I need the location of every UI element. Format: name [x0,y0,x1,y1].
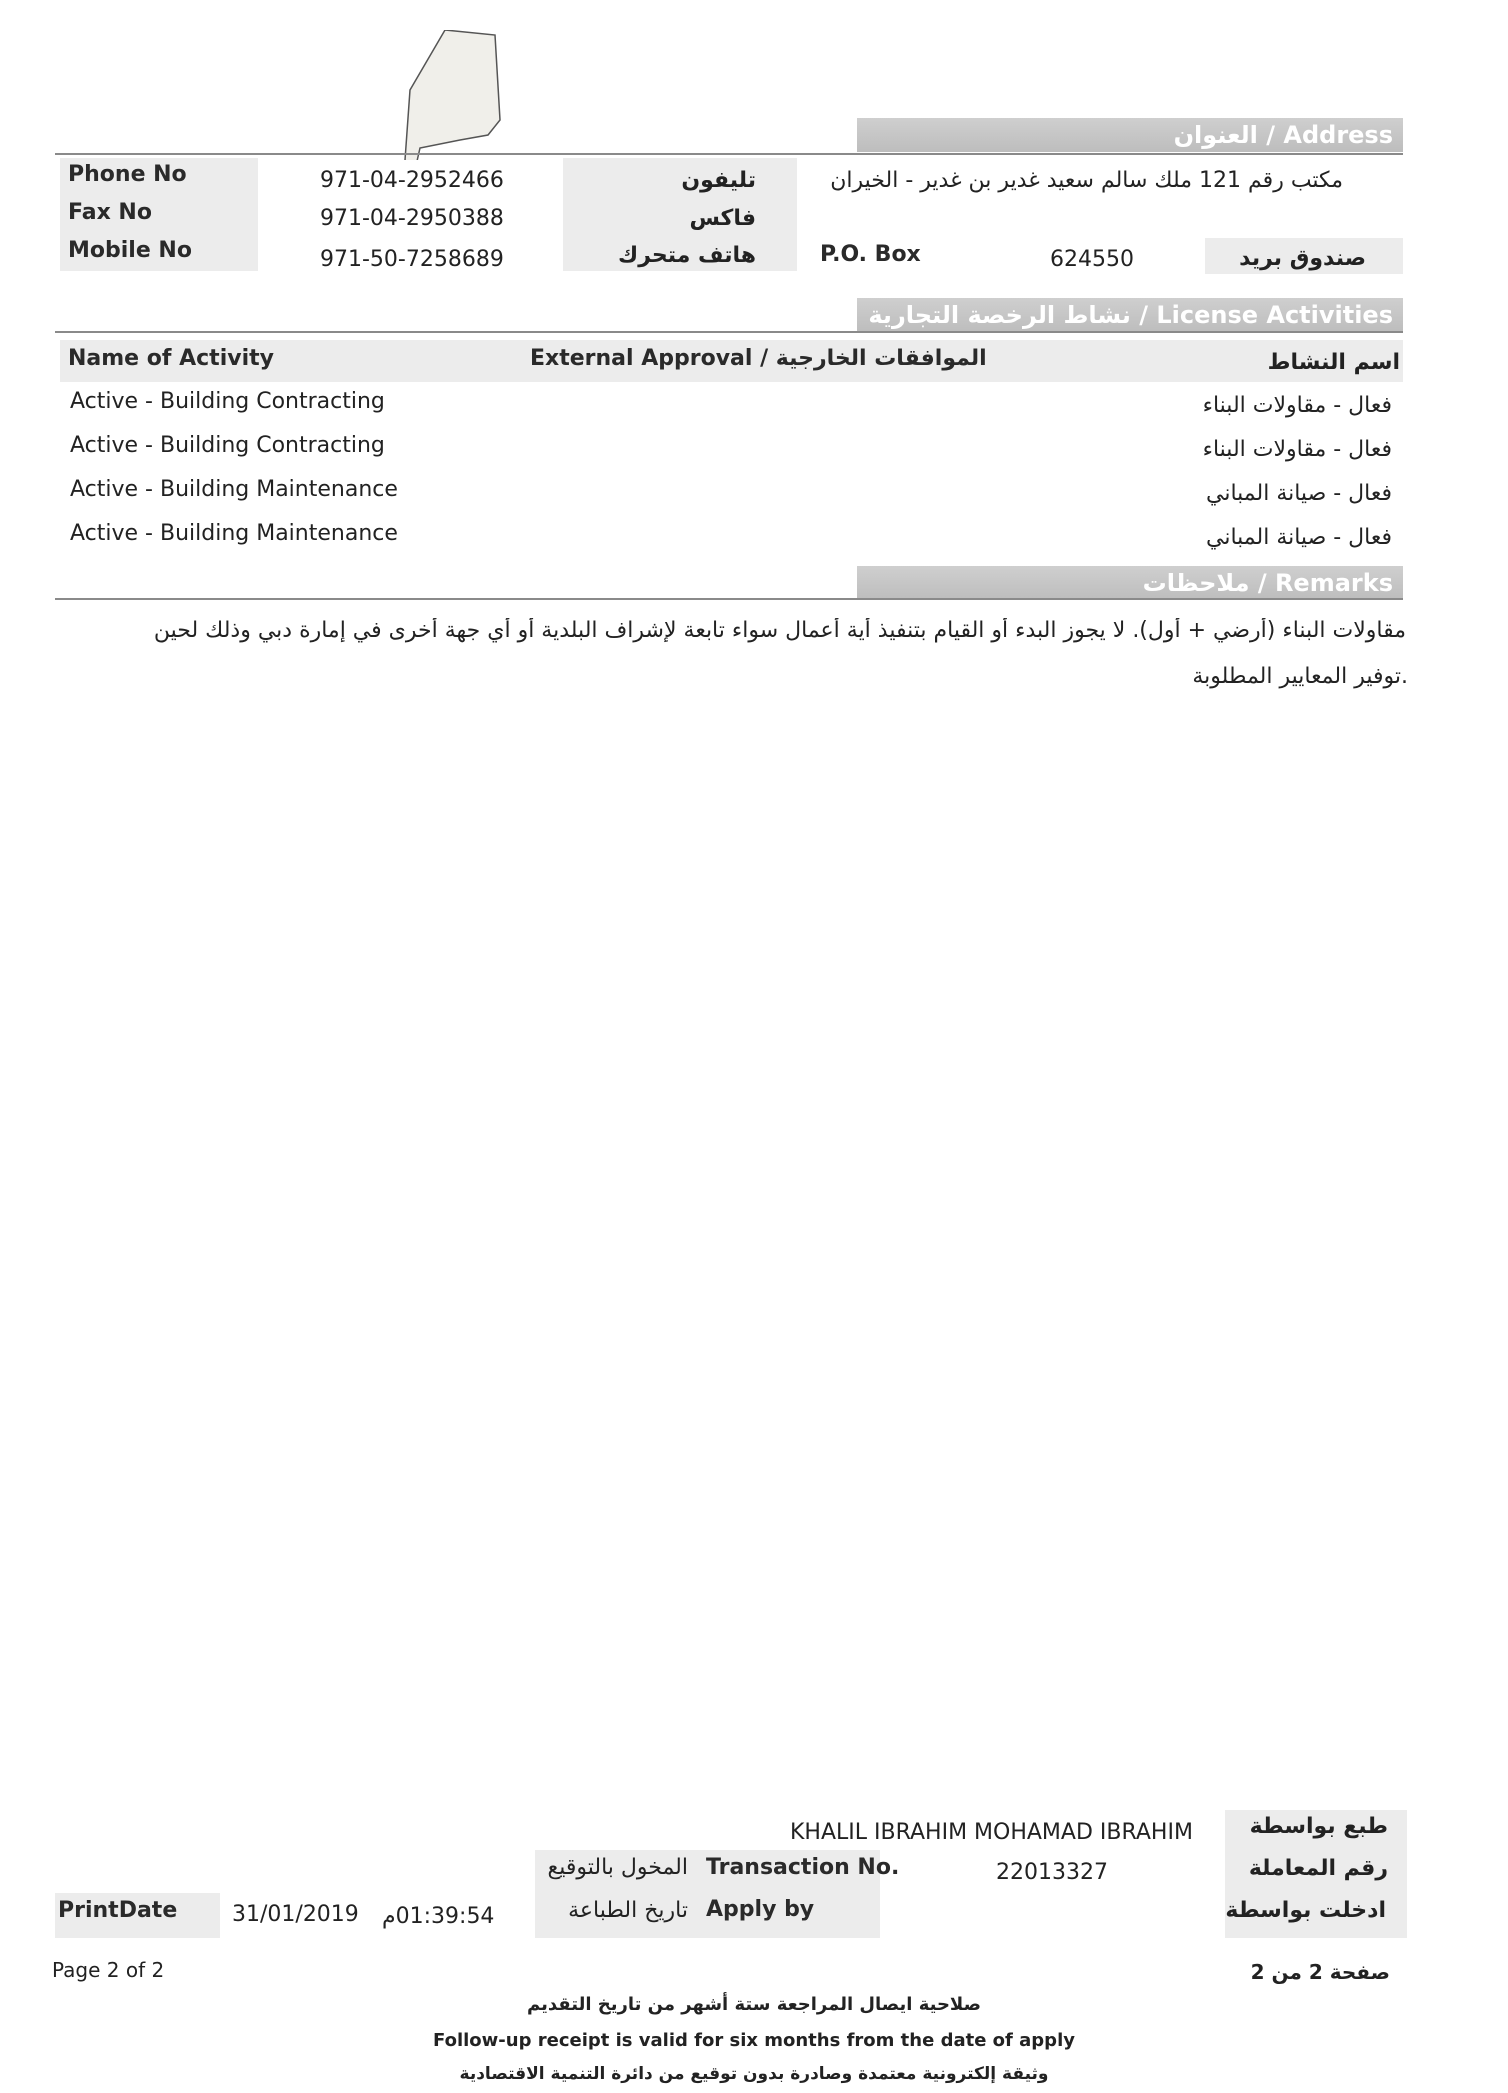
print-time-value: 01:39:54م [382,1904,495,1929]
fax-label: Fax No [68,200,152,225]
printed-by-label-ar: طبع بواسطة [1249,1814,1388,1839]
page-number-ar: صفحة 2 من 2 [1250,1960,1390,1984]
activities-divider [55,331,1403,333]
print-date-label-ar: تاريخ الطباعة [568,1898,688,1923]
apply-by-label: Apply by [706,1897,815,1922]
mobile-value: 971-50-7258689 [320,247,504,272]
mobile-label: Mobile No [68,238,192,263]
activity-row-ar: فعال - مقاولات البناء [1202,393,1392,418]
print-date-value: 31/01/2019 [232,1902,359,1927]
activity-row-ar: فعال - صيانة المباني [1205,481,1392,506]
print-date-label: PrintDate [58,1898,178,1923]
activity-name-column-header: Name of Activity [68,346,274,371]
entered-by-label-ar: ادخلت بواسطة [1225,1898,1386,1923]
activity-row-ar: فعال - مقاولات البناء [1202,437,1392,462]
activity-name-ar-column-header: اسم النشاط [1267,350,1400,375]
address-text: مكتب رقم 121 ملك سالم سعيد غدير بن غدير - الخيران [830,168,1343,193]
remarks-section-header: ملاحظات / Remarks [857,566,1403,600]
fax-value: 971-04-2950388 [320,206,504,231]
transaction-label: Transaction No. [706,1855,900,1880]
validity-note-en: Follow-up receipt is valid for six months from the date of apply [433,2030,1075,2051]
authorized-signatory-ar: المخول بالتوقيع [547,1855,688,1880]
po-box-label-ar: صندوق بريد [1239,246,1366,271]
po-box-value: 624550 [1050,247,1134,272]
phone-label: Phone No [68,162,187,187]
remarks-text-line-1: مقاولات البناء (أرضي + أول). لا يجوز البدء أو القيام بتنفيذ أية أعمال سواء تابعة لإشراف البلدية أو أي جهة أخرى في إمارة دبي وذلك لحين [153,618,1406,643]
po-box-label: P.O. Box [820,242,921,267]
fax-label-ar: فاكس [689,206,756,231]
address-divider [55,153,1403,155]
paper-scrap-mark [400,30,520,160]
mobile-label-ar: هاتف متحرك [618,243,756,268]
activity-row-en: Active - Building Maintenance [70,477,398,502]
phone-label-ar: تليفون [681,168,756,193]
activity-row-en: Active - Building Contracting [70,389,385,414]
address-section-header: العنوان / Address [857,118,1403,152]
electronic-document-note-ar: وثيقة إلكترونية معتمدة وصادرة بدون توقيع من دائرة التنمية الاقتصادية [459,2064,1049,2084]
remarks-text-line-2: توفير المعايير المطلوبة. [1192,664,1408,689]
page-number-en: Page 2 of 2 [52,1958,165,1982]
transaction-number: 22013327 [996,1860,1108,1885]
external-approval-column-header: External Approval / الموافقات الخارجية [530,346,987,371]
activity-row-en: Active - Building Maintenance [70,521,398,546]
remarks-divider [55,598,1403,600]
printed-by-name: KHALIL IBRAHIM MOHAMAD IBRAHIM [790,1820,1193,1845]
activities-section-header: نشاط الرخصة التجارية / License Activities [857,298,1403,332]
activity-row-ar: فعال - صيانة المباني [1205,525,1392,550]
validity-note-ar: صلاحية ايصال المراجعة ستة أشهر من تاريخ التقديم [527,1994,981,2015]
phone-value: 971-04-2952466 [320,168,504,193]
activity-row-en: Active - Building Contracting [70,433,385,458]
transaction-label-ar: رقم المعاملة [1248,1856,1388,1881]
